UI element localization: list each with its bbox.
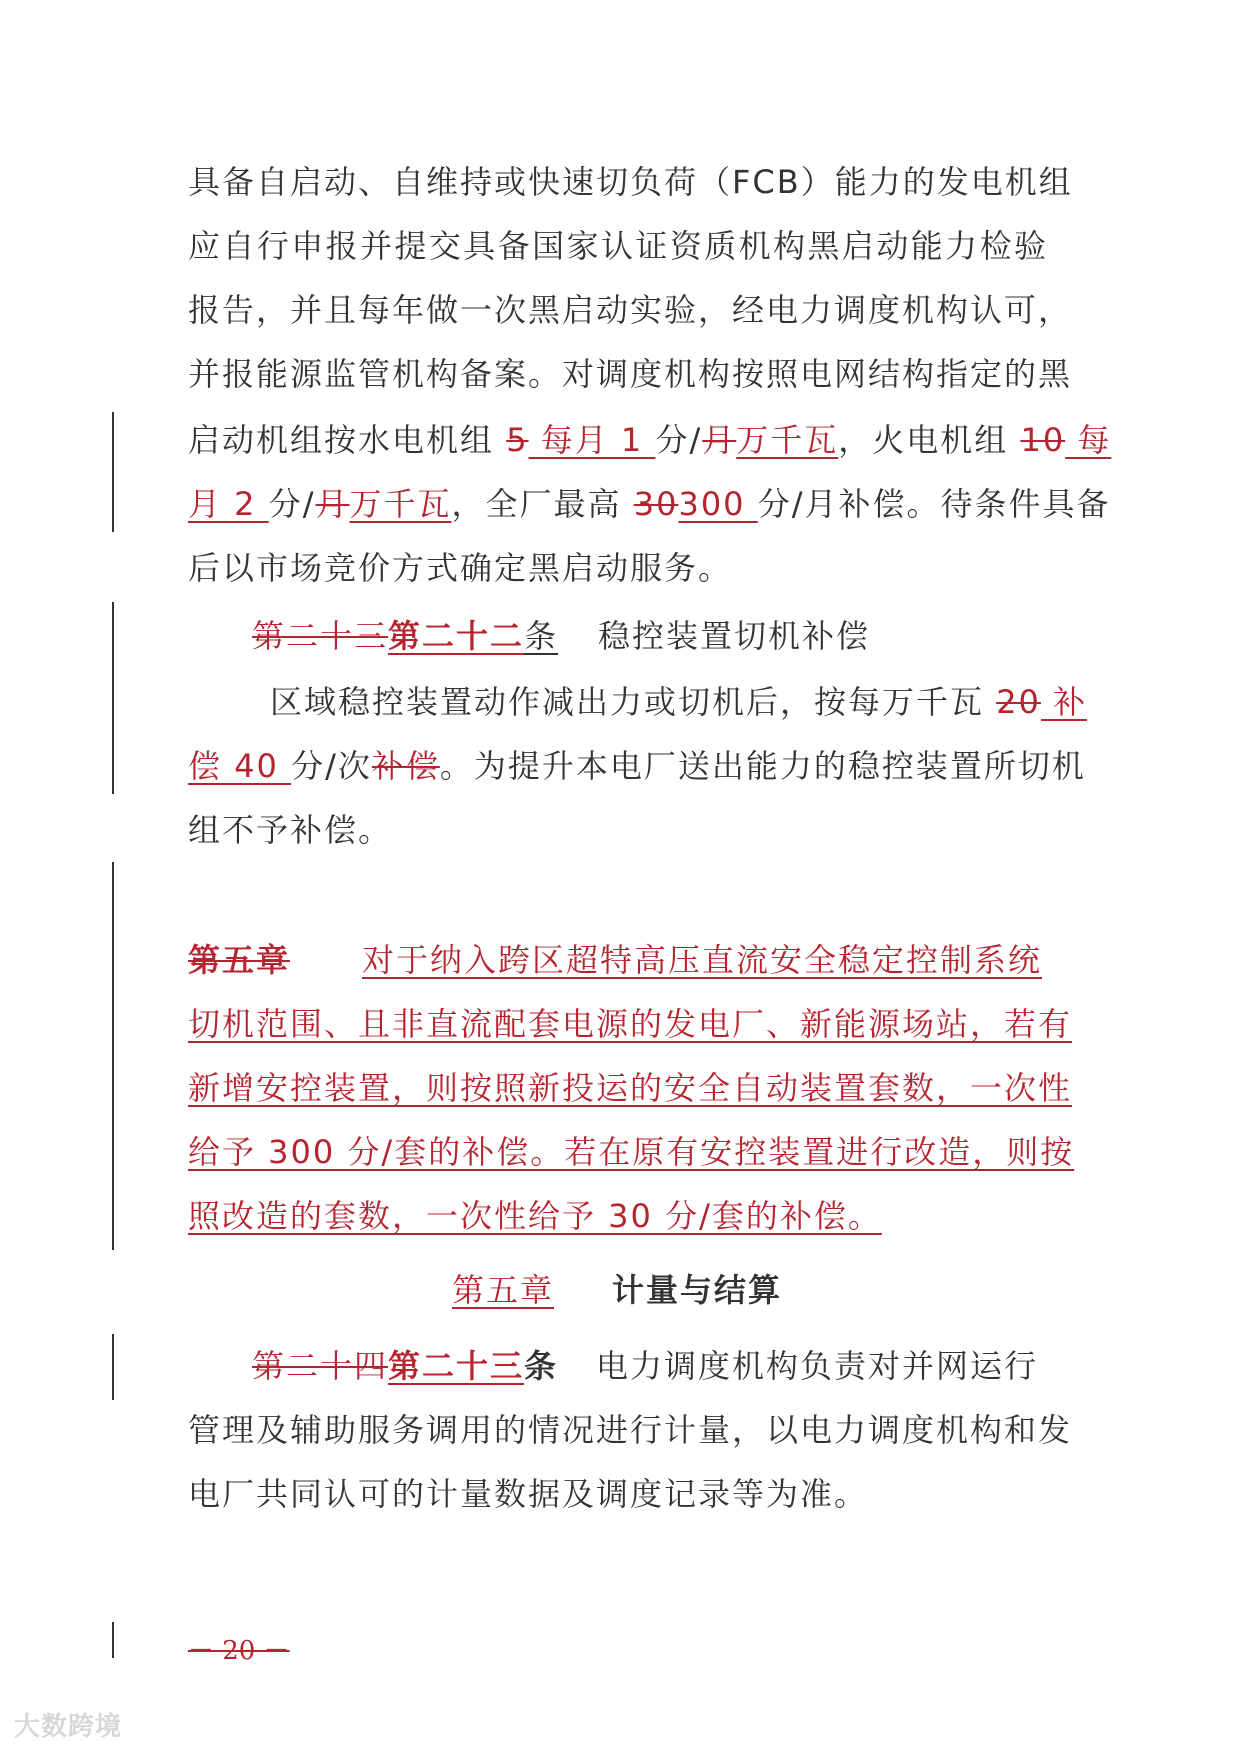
inserted-article-number: 第二十三 — [388, 1347, 525, 1385]
inserted-text: 偿 40 — [188, 747, 292, 785]
inserted-text: 300 — [678, 485, 758, 523]
watermark-logo: 大数跨境 — [14, 1712, 123, 1742]
text-segment: ，全厂最高 — [451, 485, 634, 523]
inserted-text: 对于纳入跨区超特高压直流安全稳定控制系统 — [362, 941, 1043, 979]
paragraph-line: 报告，并且每年做一次黑启动实验，经电力调度机构认可， — [188, 291, 1073, 329]
article-suffix: 条 — [524, 617, 559, 655]
inserted-text: 每月 1 — [528, 421, 656, 459]
change-bar — [112, 602, 114, 794]
deleted-article-number: 第二十三 — [252, 617, 389, 655]
chapter-title: 计量与结算 — [612, 1271, 783, 1309]
text-segment: 分/次 — [291, 747, 372, 785]
text-segment: 分/月补偿。待条件具备 — [757, 485, 1111, 523]
article-suffix: 条 — [524, 1347, 559, 1385]
change-bar — [112, 862, 114, 1250]
paragraph-line: 管理及辅助服务调用的情况进行计量，以电力调度机构和发 — [188, 1411, 1073, 1449]
text-segment: 电力调度机构负责对并网运行 — [596, 1347, 1039, 1385]
deleted-text: 20 — [996, 683, 1041, 721]
change-bar — [112, 412, 114, 532]
deleted-text: 5 — [506, 421, 529, 459]
inserted-paragraph-line: 切机范围、且非直流配套电源的发电厂、新能源场站，若有 — [188, 1005, 1073, 1043]
page-number: － 20 － — [188, 1636, 290, 1666]
deleted-text: 补偿 — [371, 747, 440, 785]
paragraph-line-tracked — [270, 680, 1088, 724]
paragraph-line-tracked — [188, 482, 1111, 526]
change-bar — [112, 1622, 114, 1658]
text-segment: 分/ — [268, 485, 316, 523]
article-heading — [252, 614, 1112, 658]
paragraph-line: 电厂共同认可的计量数据及调度记录等为准。 — [188, 1475, 869, 1513]
text-segment: ，火电机组 — [838, 421, 1021, 459]
paragraph-line: 并报能源监管机构备案。对调度机构按照电网结构指定的黑 — [188, 355, 1073, 393]
paragraph-line-tracked — [188, 744, 1086, 788]
inserted-paragraph-line: 照改造的套数，一次性给予 30 分/套的补偿。 — [188, 1197, 882, 1235]
deleted-text: 月 — [315, 485, 350, 523]
article-heading — [252, 1344, 1048, 1388]
inserted-article-number: 第二十二 — [388, 617, 525, 655]
inserted-paragraph-line: 新增安控装置，则按照新投运的安全自动装置套数，一次性 — [188, 1069, 1073, 1107]
inserted-paragraph-line — [188, 938, 1048, 982]
paragraph-line: 后以市场竞价方式确定黑启动服务。 — [188, 549, 733, 587]
deleted-text: 30 — [633, 485, 679, 523]
deleted-article-number: 第二十四 — [252, 1347, 389, 1385]
text-segment: 区域稳控装置动作减出力或切机后，按每万千瓦 — [270, 683, 997, 721]
paragraph-line: 应自行申报并提交具备国家认证资质机构黑启动能力检验 — [188, 227, 1048, 265]
paragraph-line: 组不予补偿。 — [188, 811, 393, 849]
deleted-text: 10 — [1020, 421, 1066, 459]
text-segment: 启动机组按水电机组 — [188, 421, 507, 459]
chapter-heading — [452, 1268, 782, 1312]
article-title: 稳控装置切机补偿 — [598, 617, 871, 655]
change-bar — [112, 1334, 114, 1400]
inserted-text: 月 2 — [188, 485, 269, 523]
text-segment: 分/ — [655, 421, 703, 459]
chapter-label: 第五章 — [452, 1271, 555, 1309]
inserted-text: 每 — [1065, 421, 1112, 459]
paragraph-line: 具备自启动、自维持或快速切负荷（FCB）能力的发电机组 — [188, 163, 1073, 201]
text-segment: 。为提升本电厂送出能力的稳控装置所切机 — [439, 747, 1086, 785]
inserted-text: 补 — [1040, 683, 1088, 721]
inserted-text: 万千瓦 — [736, 421, 839, 459]
inserted-paragraph-line: 给予 300 分/套的补偿。若在原有安控装置进行改造，则按 — [188, 1133, 1075, 1171]
deleted-text: 月 — [702, 421, 737, 459]
deleted-chapter-label: 第五章 — [188, 941, 291, 979]
paragraph-line-tracked — [188, 418, 1112, 462]
inserted-text: 万千瓦 — [349, 485, 452, 523]
